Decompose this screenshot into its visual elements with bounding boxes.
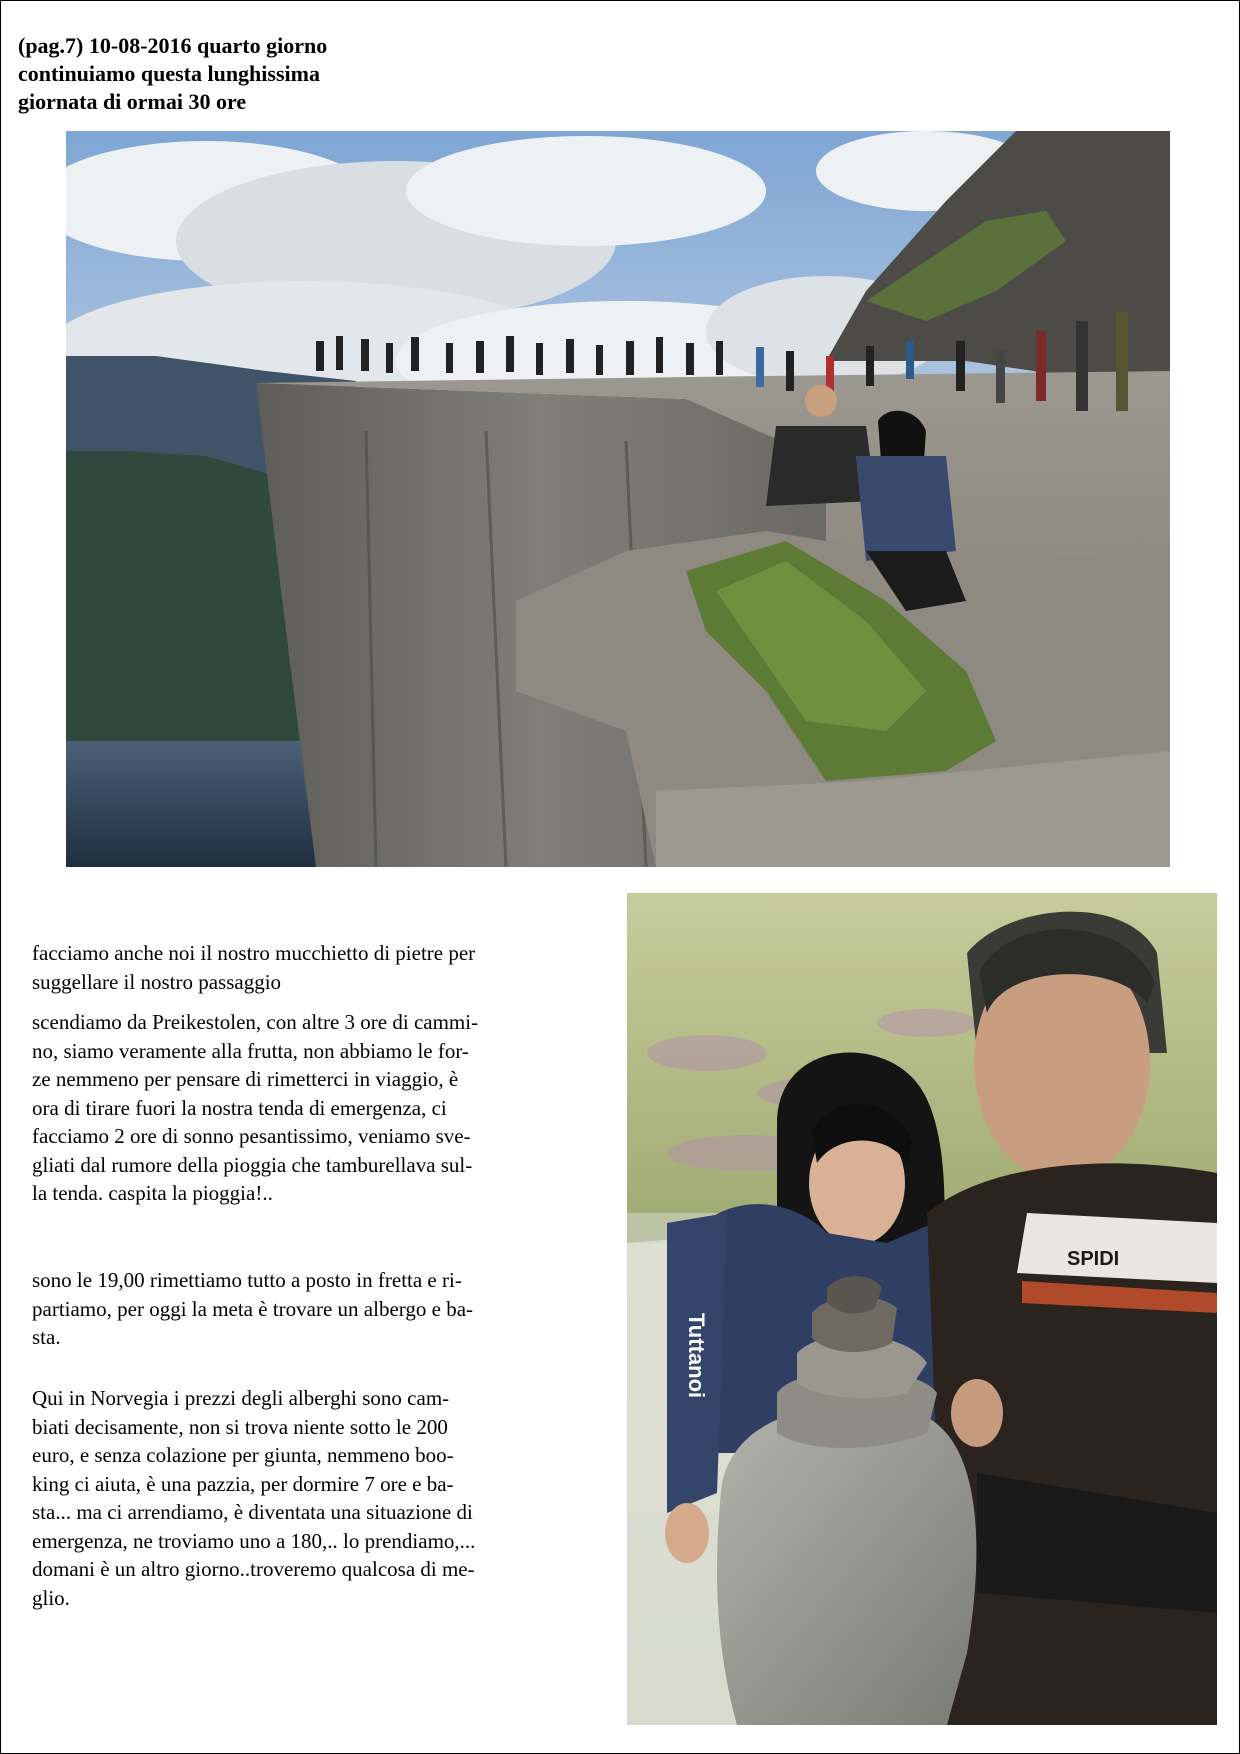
text-line: glio. bbox=[32, 1585, 70, 1610]
preikestolen-photo bbox=[66, 131, 1170, 867]
header-line: continuiamo questa lunghissima bbox=[18, 61, 320, 86]
text-line: sta... ma ci arrendiamo, è diventata una situazione di bbox=[32, 1500, 473, 1524]
text-line: Qui in Norvegia i prezzi degli alberghi sono cam- bbox=[32, 1386, 450, 1410]
text-line: la tenda. caspita la pioggia!.. bbox=[32, 1181, 273, 1205]
text-line: partiamo, per oggi la meta è trovare un albergo e ba- bbox=[32, 1296, 474, 1321]
text-line: euro, e senza colazione per giunta, nemmeno boo- bbox=[32, 1443, 454, 1467]
text-line: scendiamo da Preikestolen, con altre 3 ore di cammi- bbox=[32, 1010, 479, 1034]
text-line: biati decisamente, non si trova niente sotto le 200 bbox=[32, 1414, 448, 1439]
paragraph-hotels bbox=[32, 1384, 572, 1612]
text-line: facciamo 2 ore di sonno pesantissimo, veniamo sve- bbox=[32, 1124, 471, 1148]
selfie-illustration bbox=[627, 893, 1217, 1725]
paragraph-cairn bbox=[32, 939, 572, 996]
text-line: king ci aiuta, è una pazzia, per dormire 7 ore e ba- bbox=[32, 1471, 454, 1496]
header-line: giornata di ormai 30 ore bbox=[18, 89, 247, 114]
text-line: sta. bbox=[32, 1325, 61, 1349]
text-line: emergenza, ne troviamo uno a 180,.. lo prendiamo,... bbox=[32, 1528, 476, 1553]
text-line: domani è un altro giorno..troveremo qualcosa di me- bbox=[32, 1557, 475, 1581]
text-line: no, siamo veramente alla frutta, non abbiamo le for- bbox=[32, 1038, 469, 1063]
text-line: ze nemmeno per pensare di rimetterci in viaggio, è bbox=[32, 1067, 459, 1091]
selfie-cairn-photo bbox=[627, 893, 1217, 1725]
text-line: gliati dal rumore della pioggia che tamburellava sul- bbox=[32, 1152, 473, 1177]
paragraph-descent bbox=[32, 1008, 572, 1208]
text-line: suggellare il nostro passaggio bbox=[32, 969, 282, 994]
preikestolen-illustration bbox=[66, 131, 1170, 867]
text-line: ora di tirare fuori la nostra tenda di emergenza, ci bbox=[32, 1095, 447, 1120]
header-line: (pag.7) 10-08-2016 quarto giorno bbox=[18, 33, 328, 58]
paragraph-departure bbox=[32, 1266, 572, 1352]
jacket-text: SPIDI bbox=[1067, 1248, 1120, 1270]
page-header bbox=[18, 32, 438, 116]
sleeve-text: Tuttanoi bbox=[684, 1313, 709, 1399]
fjord-water bbox=[66, 741, 326, 867]
text-line: sono le 19,00 rimettiamo tutto a posto in fretta e ri- bbox=[32, 1268, 462, 1292]
text-line: facciamo anche noi il nostro mucchietto di pietre per bbox=[32, 941, 476, 965]
